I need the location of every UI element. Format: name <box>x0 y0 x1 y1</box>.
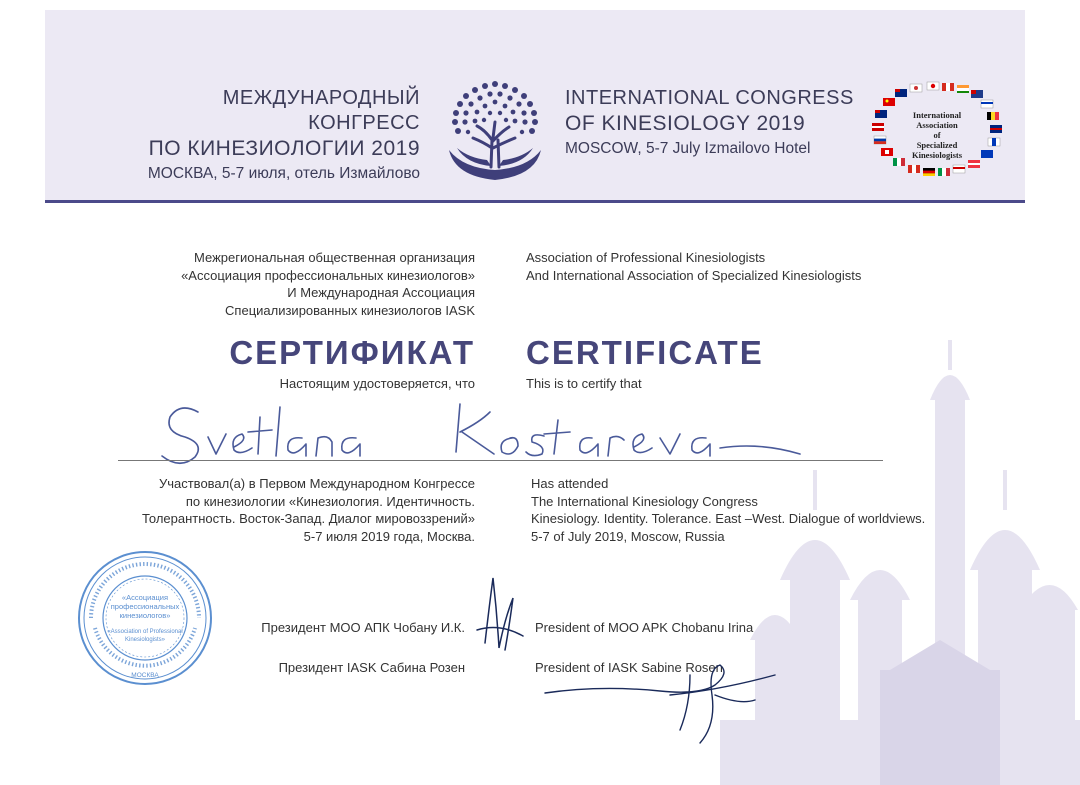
stamp-text-bottom: МОСКВА <box>131 672 159 679</box>
stamp-text-2: профессиональных <box>110 602 180 611</box>
signatory-ru-2: Президент IASK Сабина Розен <box>278 660 465 675</box>
organization-en-line: And International Association of Specialized Kinesiologists <box>526 267 862 283</box>
attendance-ru <box>142 475 475 545</box>
certify-text-ru: Настоящим удостоверяется, что <box>279 376 475 391</box>
certificate-title-en: CERTIFICATE <box>526 334 764 371</box>
congress-location-ru: МОСКВА, 5-7 июля, отель Измайлово <box>147 165 420 182</box>
signature-chobanu <box>475 568 525 658</box>
certify-text-en: This is to certify that <box>526 376 642 391</box>
stamp-text-3: кинезиологов» <box>119 611 171 620</box>
attendance-en-line: 5-7 of July 2019, Moscow, Russia <box>531 528 725 544</box>
attendance-en-line: The International Kinesiology Congress <box>531 493 758 509</box>
iask-line1: International <box>912 110 962 120</box>
iask-logo-text <box>902 110 972 160</box>
attendance-en <box>531 475 925 545</box>
organization-ru <box>181 249 475 319</box>
certificate-title-ru: СЕРТИФИКАТ <box>229 334 475 371</box>
organization-ru-line: Специализированных кинезиологов IASK <box>225 302 475 318</box>
signatory-ru-1: Президент МОО АПК Чобану И.К. <box>261 620 465 635</box>
tree-logo-icon <box>435 72 555 192</box>
congress-title-en <box>565 86 865 162</box>
stamp-text-5: Kinesiologists» <box>124 637 166 643</box>
congress-title-en-line2: OF KINESIOLOGY 2019 <box>565 112 806 135</box>
congress-title-en-line1: INTERNATIONAL CONGRESS <box>565 87 854 109</box>
congress-title-ru <box>115 86 420 187</box>
organization-en <box>526 249 861 284</box>
attendance-ru-line: Участвовал(а) в Первом Международном Конгрессе <box>158 476 475 491</box>
attendance-en-line: Kinesiology. Identity. Tolerance. East –West. Dialogue of worldviews. <box>531 511 926 526</box>
header-banner <box>45 10 1025 203</box>
organization-ru-line: «Ассоциация профессиональных кинезиологов» <box>181 267 475 283</box>
attendance-ru-line: 5-7 июля 2019 года, Москва. <box>303 528 475 544</box>
signatory-en-1: President of MOO APK Chobanu Irina <box>535 620 754 635</box>
congress-title-ru-line2: ПО КИНЕЗИОЛОГИИ 2019 <box>148 137 420 160</box>
organization-stamp-icon <box>75 548 215 688</box>
congress-location-en: MOSCOW, 5-7 July Izmailovo Hotel <box>565 140 811 157</box>
stamp-text-1: «Ассоциация <box>121 593 169 602</box>
iask-logo <box>867 80 1007 192</box>
attendance-ru-line: Толерантность. Восток-Запад. Диалог мировоззрений» <box>141 511 475 526</box>
stamp-text-4: «Association of Professional <box>107 629 183 635</box>
recipient-name-underline <box>118 460 883 461</box>
attendance-ru-line: по кинезиологии «Кинезиология. Идентичность. <box>185 493 475 509</box>
organization-en-line: Association of Professional Kinesiologists <box>526 250 766 265</box>
organization-ru-line: Межрегиональная общественная организация <box>194 250 475 265</box>
congress-title-ru-line1: МЕЖДУНАРОДНЫЙ КОНГРЕСС <box>222 87 420 134</box>
iask-line2: Association <box>916 120 958 130</box>
iask-line4: Specialized Kinesiologists <box>911 140 963 160</box>
signatory-en-2: President of IASK Sabine Rosen <box>535 660 723 675</box>
organization-ru-line: И Международная Ассоциация <box>287 285 475 300</box>
signature-rosen <box>540 655 780 750</box>
attendance-en-line: Has attended <box>531 476 609 491</box>
iask-line3: of <box>933 130 941 140</box>
